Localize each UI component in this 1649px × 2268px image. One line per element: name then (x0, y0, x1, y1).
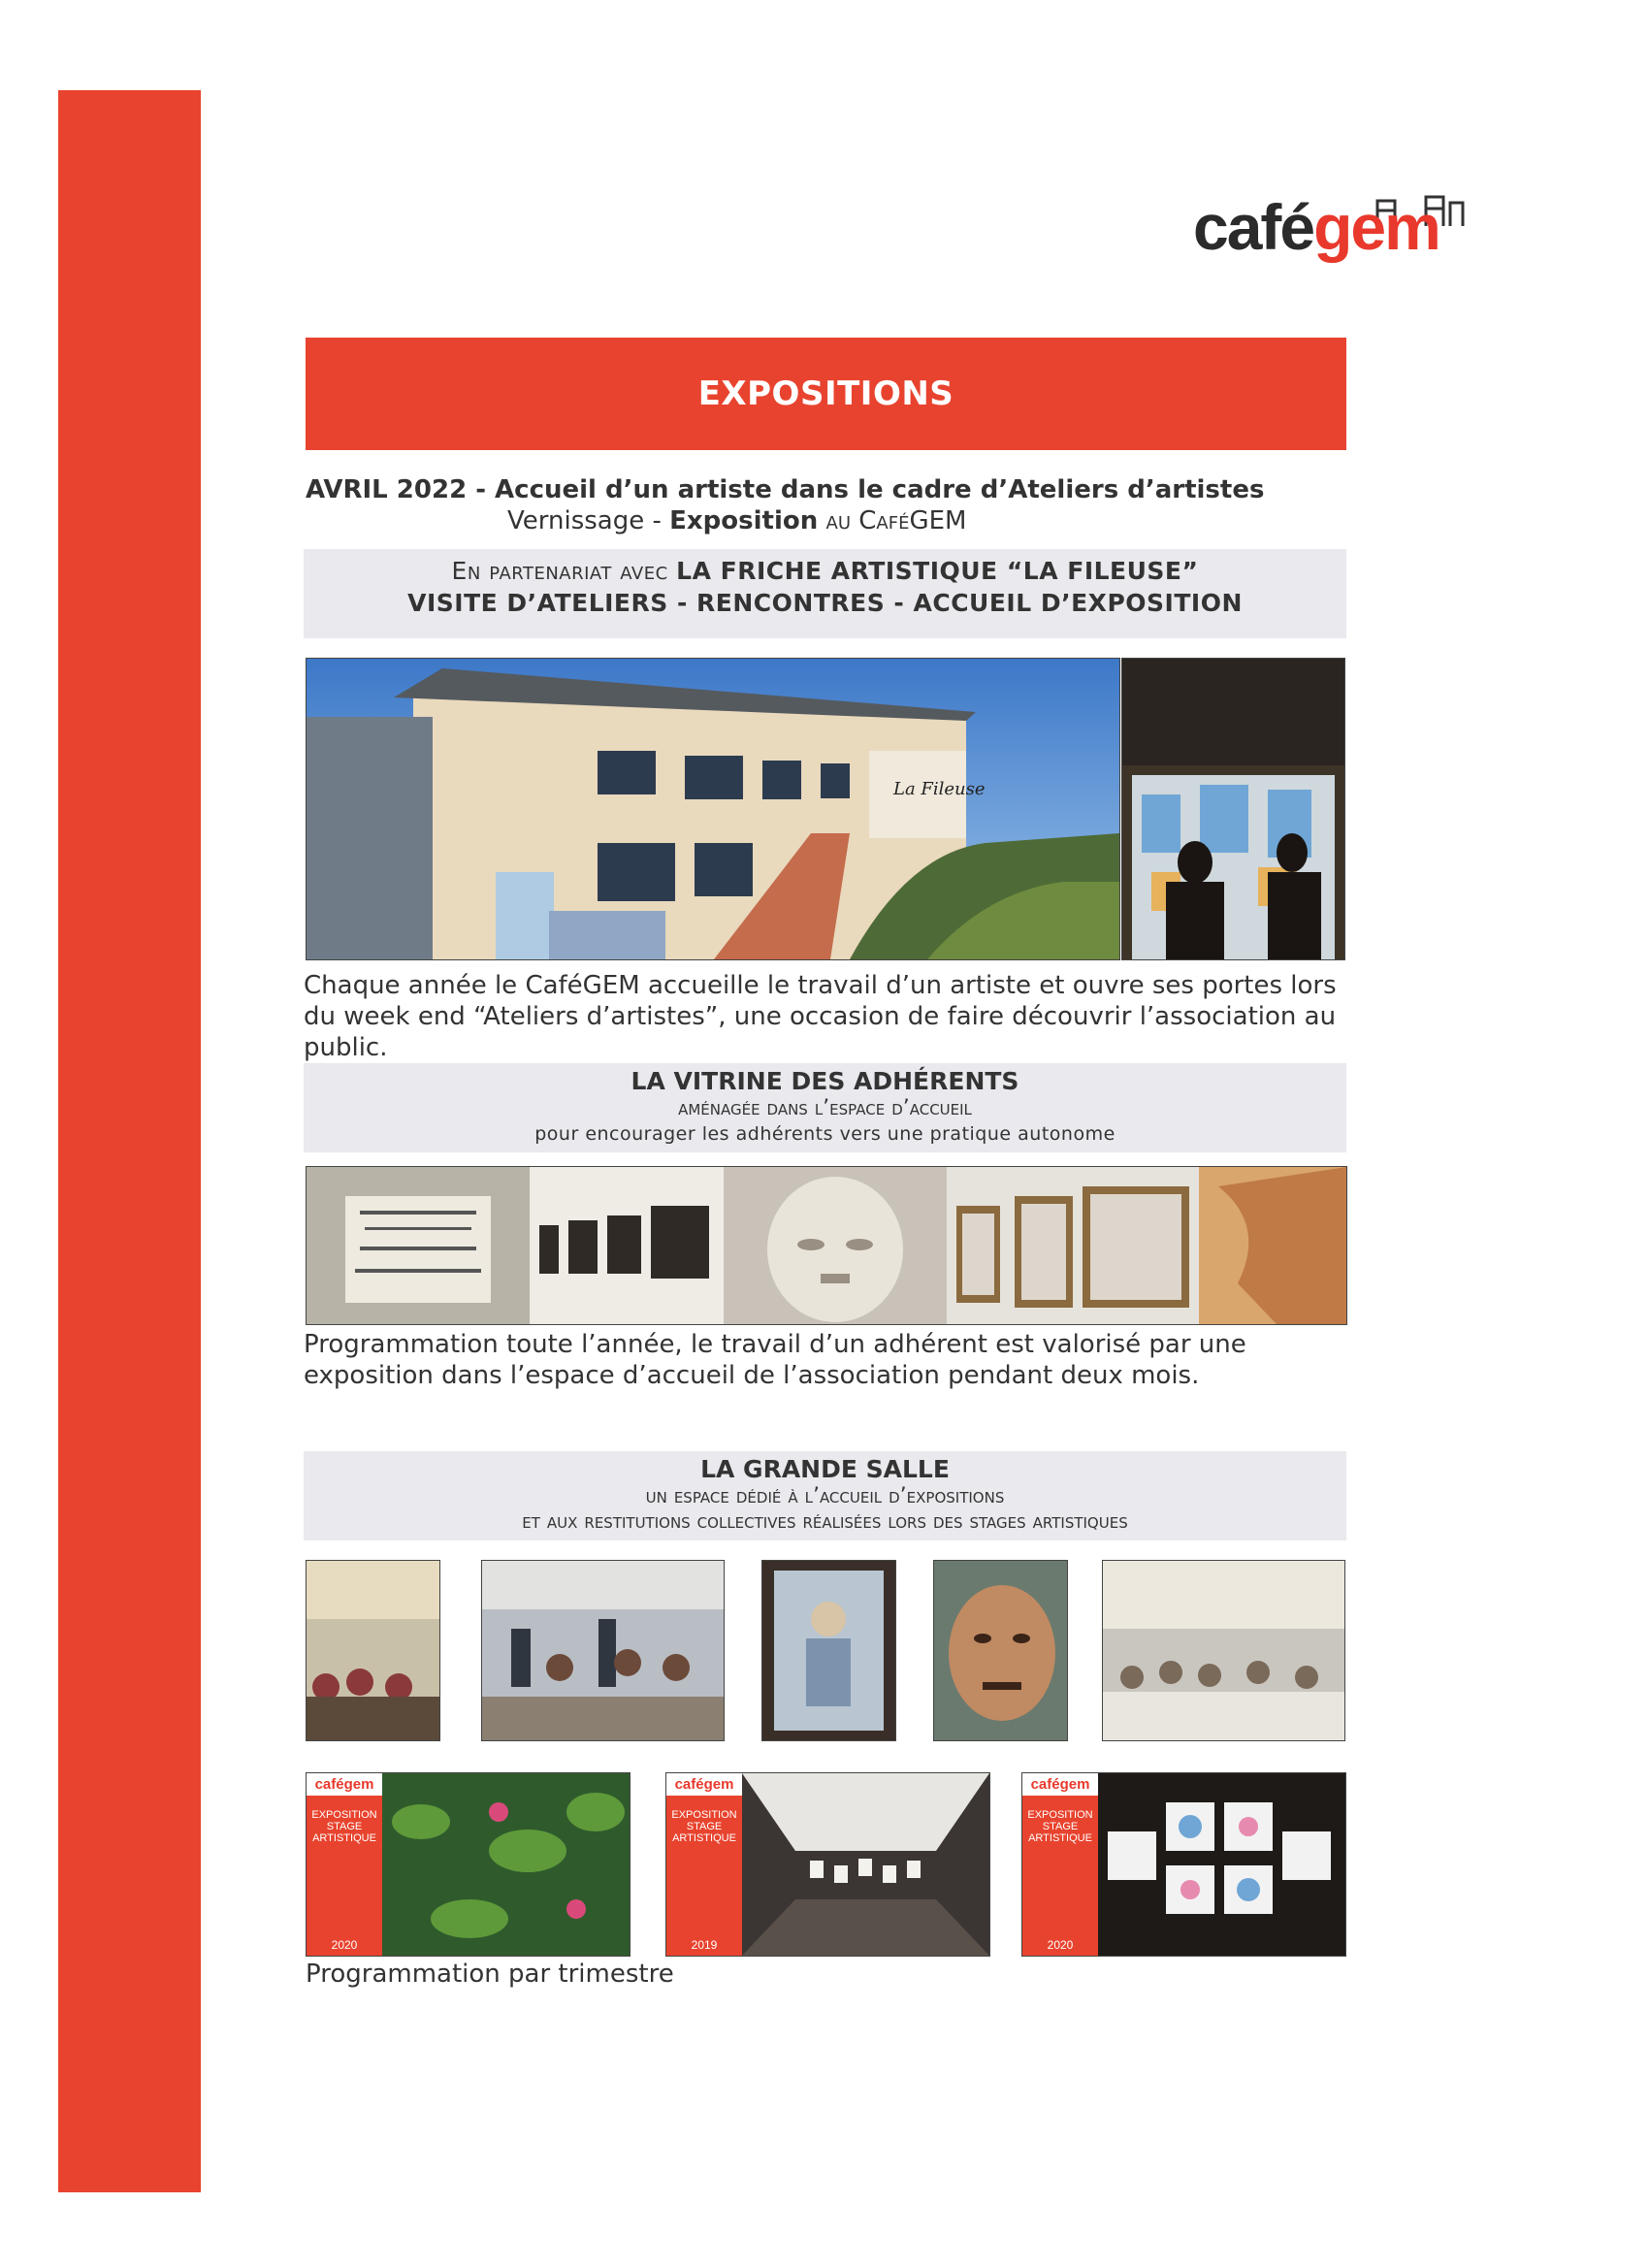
section1-subheading: Vernissage - Exposition au CaféGEM (507, 506, 967, 535)
grande-salle-band (304, 1451, 1346, 1540)
poster-label-2: EXPOSITION STAGE ARTISTIQUE (671, 1809, 737, 1844)
poster-card-1 (306, 1772, 630, 1957)
la-fileuse-building-photo (306, 658, 1120, 960)
poster-label-3: EXPOSITION STAGE ARTISTIQUE (1027, 1809, 1093, 1844)
poster-card-3 (1021, 1772, 1346, 1957)
portrait-painting-photo (933, 1560, 1068, 1741)
section3-caption: Programmation par trimestre (306, 1960, 674, 1989)
vitrine-title: LA VITRINE DES ADHÉRENTS (630, 1067, 1019, 1095)
la-fileuse-wall-sign: La Fileuse (893, 779, 986, 799)
poster-side-2 (666, 1773, 742, 1956)
section2-caption: Programmation toute l’année, le travail d’un adhérent est valorisé par une exposition dans l’espace d’accueil de l’association pendant deux mois. (304, 1330, 1246, 1390)
partner-activities: VISITE D’ATELIERS - RENCONTRES - ACCUEIL D’EXPOSITION (407, 589, 1243, 617)
vitrine-band (304, 1063, 1346, 1152)
logo-wordmark: cafégem (1193, 191, 1439, 263)
poster-logo-2: cafégem (666, 1773, 742, 1796)
grande-salle-photo-2 (481, 1560, 725, 1741)
poster-side-3 (1022, 1773, 1098, 1956)
poster-logo-3: cafégem (1022, 1773, 1098, 1796)
poster-side-1 (307, 1773, 382, 1956)
vitrine-line3: pour encourager les adhérents vers une pratique autonome (534, 1123, 1116, 1145)
grande-salle-photo-1 (306, 1560, 440, 1741)
vitrine-line2: aménagée dans l’espace d’accueil (678, 1096, 972, 1120)
child-painting-photo (761, 1560, 896, 1741)
left-decorative-stripe (58, 90, 201, 2192)
grande-salle-line3: et aux restitutions collectives réalisées lors des stages artistiques (522, 1509, 1128, 1534)
partner-band (304, 549, 1346, 638)
poster-logo-1: cafégem (307, 1773, 382, 1796)
page-title-banner (306, 338, 1346, 450)
section1-caption: Chaque année le CaféGEM accueille le travail d’un artiste et ouvre ses portes lors du week end “Ateliers d’artistes”, une occasion de faire découvrir l’association au public. (304, 971, 1337, 1062)
grande-salle-title: LA GRANDE SALLE (700, 1455, 950, 1483)
gallery-visitors-photo (1121, 658, 1345, 960)
page-title: EXPOSITIONS (697, 374, 954, 413)
grande-salle-line2: un espace dédié à l’accueil d’expositions (645, 1484, 1005, 1508)
vitrine-photo-strip (306, 1166, 1347, 1325)
poster-year-1: 2020 (331, 1938, 358, 1952)
section1-date-heading: AVRIL 2022 - Accueil d’un artiste dans le cadre d’Ateliers d’artistes (306, 475, 1265, 504)
poster-card-2 (665, 1772, 990, 1957)
partner-line: En partenariat avec LA FRICHE ARTISTIQUE “LA FILEUSE” (451, 557, 1199, 585)
poster-year-2: 2019 (691, 1938, 718, 1952)
poster-label-1: EXPOSITION STAGE ARTISTIQUE (311, 1809, 377, 1844)
poster-year-3: 2020 (1047, 1938, 1074, 1952)
cafegem-logo (1193, 189, 1484, 276)
grande-salle-photo-5 (1102, 1560, 1345, 1741)
